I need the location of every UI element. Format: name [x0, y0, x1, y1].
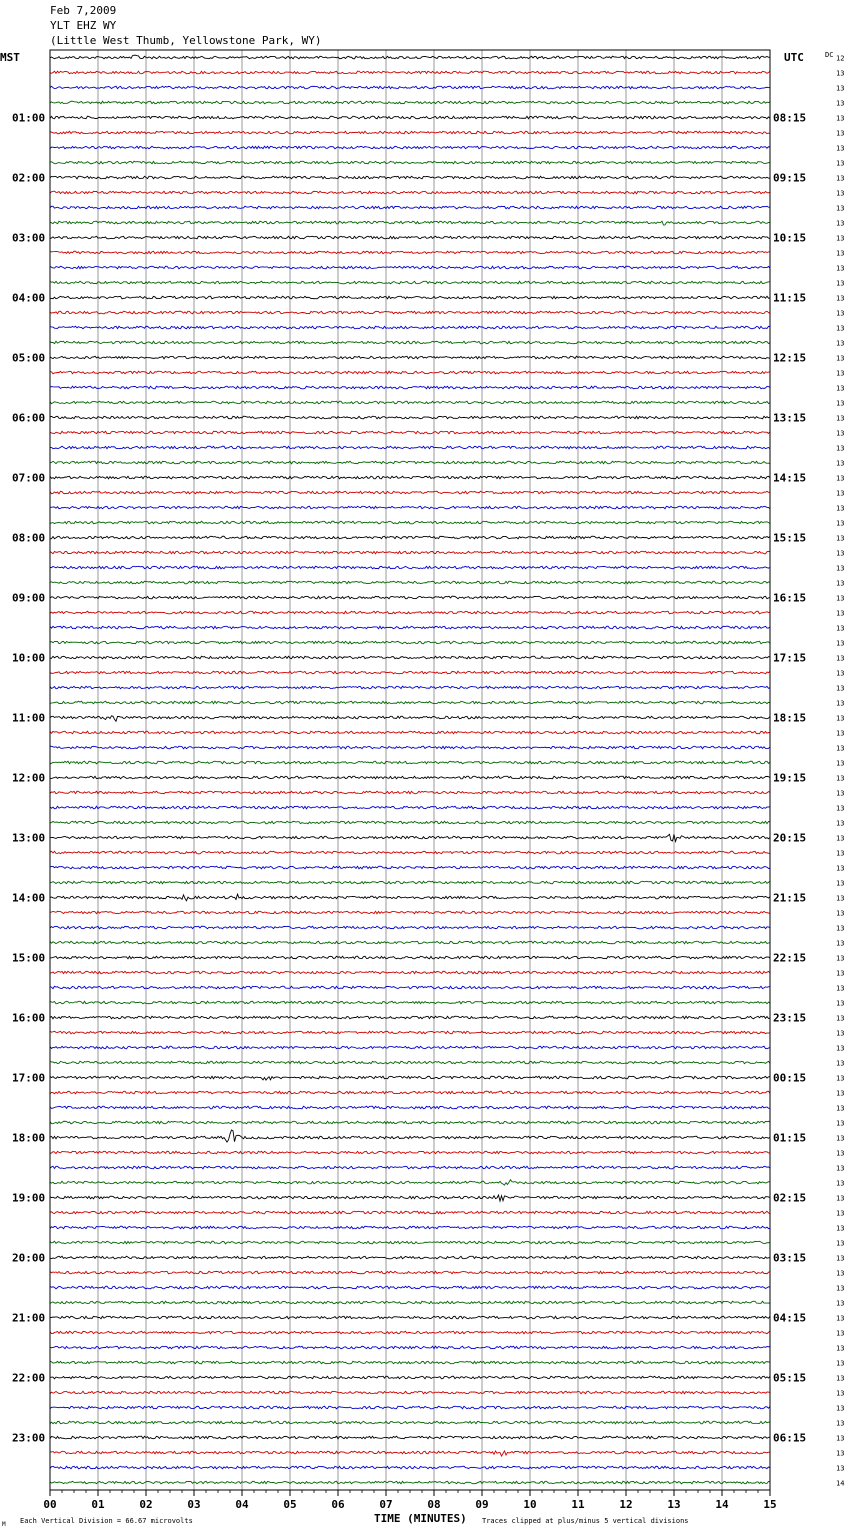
- trace-line: [50, 834, 770, 841]
- dc-value: 13: [836, 474, 845, 483]
- trace-line: [50, 221, 770, 225]
- trace-line: [50, 716, 770, 721]
- mst-hour-label: 23:00: [12, 1431, 46, 1445]
- dc-value: 13: [836, 99, 845, 108]
- trace-line: [50, 341, 770, 344]
- trace-line: [50, 356, 770, 359]
- trace-line: [50, 1121, 770, 1124]
- dc-value: 13: [836, 669, 845, 678]
- trace-line: [50, 566, 770, 569]
- mst-hour-label: 06:00: [12, 411, 46, 425]
- trace-line: [50, 1016, 770, 1019]
- trace-line: [50, 206, 770, 209]
- trace-line: [50, 866, 770, 869]
- x-tick-label: 05: [283, 1498, 297, 1511]
- dc-value: 13: [836, 624, 845, 633]
- trace-line: [50, 506, 770, 509]
- dc-value: 13: [836, 1344, 845, 1353]
- utc-hour-label: 19:15: [773, 771, 807, 785]
- mst-hour-label: 13:00: [12, 831, 46, 845]
- utc-hour-label: 20:15: [773, 831, 807, 845]
- dc-value: 13: [836, 1389, 845, 1398]
- trace-line: [50, 686, 770, 689]
- x-tick-label: 10: [523, 1498, 537, 1511]
- x-tick-label: 13: [667, 1498, 681, 1511]
- trace-line: [50, 236, 770, 239]
- dc-value: 13: [836, 1059, 845, 1068]
- utc-hour-label: 06:15: [773, 1431, 807, 1445]
- dc-value: 13: [836, 744, 845, 753]
- utc-hour-label: 21:15: [773, 891, 807, 905]
- dc-value: 13: [836, 234, 845, 243]
- dc-value: 13: [836, 249, 845, 258]
- scale-note: Each Vertical Division = 66.67 microvolts: [20, 1517, 193, 1525]
- trace-line: [50, 446, 770, 449]
- mst-hour-label: 19:00: [12, 1191, 46, 1205]
- utc-hour-label: 00:15: [773, 1071, 807, 1085]
- x-tick-label: 03: [187, 1498, 201, 1511]
- x-tick-label: 00: [43, 1498, 57, 1511]
- dc-value: 13: [836, 1194, 845, 1203]
- trace-line: [50, 1436, 770, 1439]
- dc-value: 13: [836, 1089, 845, 1098]
- dc-value: 13: [836, 1314, 845, 1323]
- trace-line: [50, 461, 770, 464]
- trace-line: [50, 731, 770, 734]
- dc-value: 13: [836, 159, 845, 168]
- dc-value: 13: [836, 774, 845, 783]
- dc-value: 13: [836, 1179, 845, 1188]
- dc-value: 13: [836, 894, 845, 903]
- trace-line: [50, 281, 770, 284]
- dc-value: 13: [836, 549, 845, 558]
- trace-line: [50, 1271, 770, 1274]
- dc-value: 13: [836, 1284, 845, 1293]
- dc-value: 13: [836, 609, 845, 618]
- utc-hour-label: 14:15: [773, 471, 807, 485]
- dc-value: 13: [836, 1359, 845, 1368]
- dc-value: 13: [836, 1404, 845, 1413]
- dc-value: 13: [836, 339, 845, 348]
- header-date: Feb 7,2009: [50, 4, 117, 17]
- dc-value: 13: [836, 1224, 845, 1233]
- dc-value: 13: [836, 759, 845, 768]
- trace-line: [50, 296, 770, 299]
- trace-line: [50, 971, 770, 974]
- trace-line: [50, 956, 770, 959]
- header-station: YLT EHZ WY: [50, 19, 117, 32]
- dc-value: 13: [836, 714, 845, 723]
- utc-hour-labels: [773, 112, 806, 1445]
- trace-line: [50, 371, 770, 374]
- trace-line: [50, 71, 770, 74]
- dc-value: 13: [836, 84, 845, 93]
- trace-line: [50, 806, 770, 809]
- utc-hour-label: 04:15: [773, 1311, 807, 1325]
- utc-hour-label: 18:15: [773, 711, 807, 725]
- utc-hour-label: 11:15: [773, 291, 807, 305]
- trace-line: [50, 1301, 770, 1304]
- mst-hour-label: 22:00: [12, 1371, 46, 1385]
- dc-value: 13: [836, 459, 845, 468]
- trace-line: [50, 431, 770, 434]
- x-tick-label: 14: [715, 1498, 729, 1511]
- trace-line: [50, 701, 770, 704]
- dc-value: 13: [836, 1029, 845, 1038]
- trace-line: [50, 986, 770, 989]
- trace-line: [50, 386, 770, 389]
- dc-value: 13: [836, 879, 845, 888]
- trace-line: [50, 1361, 770, 1364]
- dc-value: 13: [836, 414, 845, 423]
- trace-line: [50, 131, 770, 134]
- dc-value: 13: [836, 999, 845, 1008]
- trace-line: [50, 536, 770, 539]
- dc-value: 13: [836, 504, 845, 513]
- utc-hour-label: 13:15: [773, 411, 807, 425]
- x-tick-label: 01: [91, 1498, 105, 1511]
- trace-line: [50, 1466, 770, 1469]
- dc-value: 13: [836, 1329, 845, 1338]
- utc-hour-label: 02:15: [773, 1191, 807, 1205]
- dc-value: 13: [836, 144, 845, 153]
- trace-lines: [50, 55, 770, 1484]
- dc-value: 13: [836, 129, 845, 138]
- dc-value: 13: [836, 114, 845, 123]
- dc-value: 13: [836, 654, 845, 663]
- mst-hour-label: 01:00: [12, 111, 46, 125]
- dc-value: 13: [836, 1464, 845, 1473]
- trace-line: [50, 326, 770, 329]
- dc-value: 13: [836, 1254, 845, 1263]
- trace-line: [50, 191, 770, 194]
- dc-value: 13: [836, 1374, 845, 1383]
- dc-value: 14: [836, 1479, 845, 1488]
- dc-value: 13: [836, 294, 845, 303]
- utc-hour-label: 05:15: [773, 1371, 807, 1385]
- clip-note: Traces clipped at plus/minus 5 vertical divisions: [482, 1517, 689, 1525]
- trace-line: [50, 791, 770, 794]
- utc-hour-label: 23:15: [773, 1011, 807, 1025]
- trace-line: [50, 1180, 770, 1185]
- x-tick-label: 15: [763, 1498, 777, 1511]
- dc-value: 13: [836, 444, 845, 453]
- trace-line: [50, 251, 770, 254]
- dc-value: 13: [836, 849, 845, 858]
- dc-value: 13: [836, 1014, 845, 1023]
- dc-value: 13: [836, 1119, 845, 1128]
- trace-line: [50, 1391, 770, 1394]
- trace-line: [50, 416, 770, 419]
- trace-line: [50, 926, 770, 929]
- trace-line: [50, 1046, 770, 1049]
- dc-value: 13: [836, 834, 845, 843]
- trace-line: [50, 55, 770, 59]
- trace-line: [50, 641, 770, 644]
- x-tick-label: 12: [619, 1498, 633, 1511]
- mst-hour-label: 09:00: [12, 591, 46, 605]
- mst-hour-label: 08:00: [12, 531, 46, 545]
- trace-line: [50, 146, 770, 149]
- dc-value: 12: [836, 54, 845, 63]
- trace-line: [50, 401, 770, 404]
- header-location: (Little West Thumb, Yellowstone Park, WY): [50, 34, 322, 47]
- dc-value: 13: [836, 174, 845, 183]
- trace-line: [50, 1481, 770, 1484]
- trace-line: [50, 1106, 770, 1109]
- mst-hour-labels: [12, 112, 45, 1445]
- dc-value: 13: [836, 279, 845, 288]
- trace-line: [50, 1316, 770, 1319]
- mst-hour-label: 15:00: [12, 951, 46, 965]
- utc-hour-label: 12:15: [773, 351, 807, 365]
- dc-value: 13: [836, 324, 845, 333]
- trace-line: [50, 1130, 770, 1142]
- dc-value: 13: [836, 804, 845, 813]
- mst-hour-label: 10:00: [12, 651, 46, 665]
- dc-value: 13: [836, 1299, 845, 1308]
- dc-value: 13: [836, 639, 845, 648]
- trace-line: [50, 476, 770, 479]
- dc-value: 13: [836, 1104, 845, 1113]
- dc-value: 13: [836, 264, 845, 273]
- dc-value: 13: [836, 1419, 845, 1428]
- trace-line: [50, 881, 770, 884]
- x-tick-label: 08: [427, 1498, 441, 1511]
- dc-value: 13: [836, 789, 845, 798]
- x-axis: [43, 1490, 776, 1511]
- trace-line: [50, 656, 770, 659]
- trace-line: [50, 1226, 770, 1229]
- trace-line: [50, 1346, 770, 1349]
- dc-label: DC: [825, 51, 834, 59]
- dc-value: 13: [836, 939, 845, 948]
- trace-line: [50, 746, 770, 749]
- trace-line: [50, 1211, 770, 1214]
- dc-value: 13: [836, 564, 845, 573]
- dc-value: 13: [836, 1209, 845, 1218]
- mst-hour-label: 03:00: [12, 231, 46, 245]
- mst-hour-label: 21:00: [12, 1311, 46, 1325]
- trace-line: [50, 821, 770, 824]
- mst-hour-label: 18:00: [12, 1131, 46, 1145]
- dc-value: 13: [836, 489, 845, 498]
- trace-line: [50, 1241, 770, 1244]
- trace-line: [50, 1076, 770, 1080]
- trace-line: [50, 596, 770, 599]
- trace-line: [50, 1286, 770, 1289]
- mst-hour-label: 04:00: [12, 291, 46, 305]
- dc-value: 13: [836, 909, 845, 918]
- dc-value: 13: [836, 1134, 845, 1143]
- mst-hour-label: 02:00: [12, 171, 46, 185]
- utc-hour-label: 15:15: [773, 531, 807, 545]
- dc-value: 13: [836, 354, 845, 363]
- dc-value: 13: [836, 309, 845, 318]
- utc-hour-label: 10:15: [773, 231, 807, 245]
- trace-line: [50, 941, 770, 944]
- utc-hour-label: 08:15: [773, 111, 807, 125]
- trace-line: [50, 894, 770, 901]
- trace-line: [50, 1166, 770, 1169]
- trace-line: [50, 1406, 770, 1409]
- dc-value: 13: [836, 519, 845, 528]
- trace-line: [50, 611, 770, 614]
- x-tick-label: 07: [379, 1498, 393, 1511]
- dc-value: 13: [836, 969, 845, 978]
- trace-line: [50, 1001, 770, 1004]
- trace-line: [50, 851, 770, 854]
- dc-value: 13: [836, 699, 845, 708]
- mst-hour-label: 05:00: [12, 351, 46, 365]
- dc-value: 13: [836, 204, 845, 213]
- utc-hour-label: 01:15: [773, 1131, 807, 1145]
- mst-hour-label: 14:00: [12, 891, 46, 905]
- dc-value: 13: [836, 864, 845, 873]
- trace-line: [50, 176, 770, 179]
- utc-hour-label: 17:15: [773, 651, 807, 665]
- trace-line: [50, 761, 770, 764]
- dc-value: 13: [836, 384, 845, 393]
- mst-hour-label: 07:00: [12, 471, 46, 485]
- dc-value: 13: [836, 219, 845, 228]
- x-tick-label: 09: [475, 1498, 489, 1511]
- utc-hour-label: 09:15: [773, 171, 807, 185]
- dc-value: 13: [836, 1239, 845, 1248]
- dc-value: 13: [836, 429, 845, 438]
- trace-line: [50, 1376, 770, 1379]
- trace-line: [50, 551, 770, 554]
- trace-line: [50, 86, 770, 89]
- x-tick-label: 06: [331, 1498, 345, 1511]
- dc-value: 13: [836, 819, 845, 828]
- dc-value: 13: [836, 1269, 845, 1278]
- plot-frame: [50, 50, 770, 1490]
- mst-hour-label: 11:00: [12, 711, 46, 725]
- trace-line: [50, 116, 770, 119]
- trace-line: [50, 1031, 770, 1034]
- dc-offset-labels: [836, 55, 844, 1488]
- mst-hour-label: 17:00: [12, 1071, 46, 1085]
- dc-value: 13: [836, 1434, 845, 1443]
- dc-value: 13: [836, 1074, 845, 1083]
- trace-line: [50, 491, 770, 494]
- dc-value: 13: [836, 579, 845, 588]
- dc-value: 13: [836, 1149, 845, 1158]
- trace-line: [50, 1091, 770, 1094]
- trace-line: [50, 1331, 770, 1334]
- mst-hour-label: 12:00: [12, 771, 46, 785]
- trace-line: [50, 671, 770, 674]
- trace-line: [50, 1061, 770, 1064]
- trace-line: [50, 521, 770, 524]
- mst-hour-label: 20:00: [12, 1251, 46, 1265]
- dc-value: 13: [836, 1449, 845, 1458]
- dc-value: 13: [836, 924, 845, 933]
- trace-line: [50, 1421, 770, 1424]
- x-tick-label: 04: [235, 1498, 249, 1511]
- mst-label: MST: [0, 51, 20, 64]
- utc-hour-label: 03:15: [773, 1251, 807, 1265]
- trace-line: [50, 311, 770, 314]
- trace-line: [50, 1451, 770, 1456]
- trace-line: [50, 1151, 770, 1154]
- trace-line: [50, 626, 770, 629]
- trace-line: [50, 1256, 770, 1259]
- dc-value: 13: [836, 954, 845, 963]
- utc-hour-label: 16:15: [773, 591, 807, 605]
- corner-mark: M: [2, 1521, 6, 1528]
- x-axis-title: TIME (MINUTES): [374, 1512, 467, 1525]
- dc-value: 13: [836, 984, 845, 993]
- dc-value: 13: [836, 369, 845, 378]
- trace-line: [50, 101, 770, 104]
- mst-hour-label: 16:00: [12, 1011, 46, 1025]
- dc-value: 13: [836, 534, 845, 543]
- x-tick-label: 11: [571, 1498, 585, 1511]
- dc-value: 13: [836, 594, 845, 603]
- dc-value: 13: [836, 729, 845, 738]
- dc-value: 13: [836, 399, 845, 408]
- dc-value: 13: [836, 1044, 845, 1053]
- trace-line: [50, 911, 770, 914]
- utc-label: UTC: [784, 51, 804, 64]
- trace-line: [50, 1195, 770, 1201]
- trace-line: [50, 581, 770, 584]
- dc-value: 13: [836, 189, 845, 198]
- dc-value: 13: [836, 69, 845, 78]
- utc-hour-label: 22:15: [773, 951, 807, 965]
- trace-line: [50, 776, 770, 779]
- dc-value: 13: [836, 1164, 845, 1173]
- x-tick-label: 02: [139, 1498, 153, 1511]
- trace-line: [50, 161, 770, 164]
- dc-value: 13: [836, 684, 845, 693]
- trace-line: [50, 266, 770, 269]
